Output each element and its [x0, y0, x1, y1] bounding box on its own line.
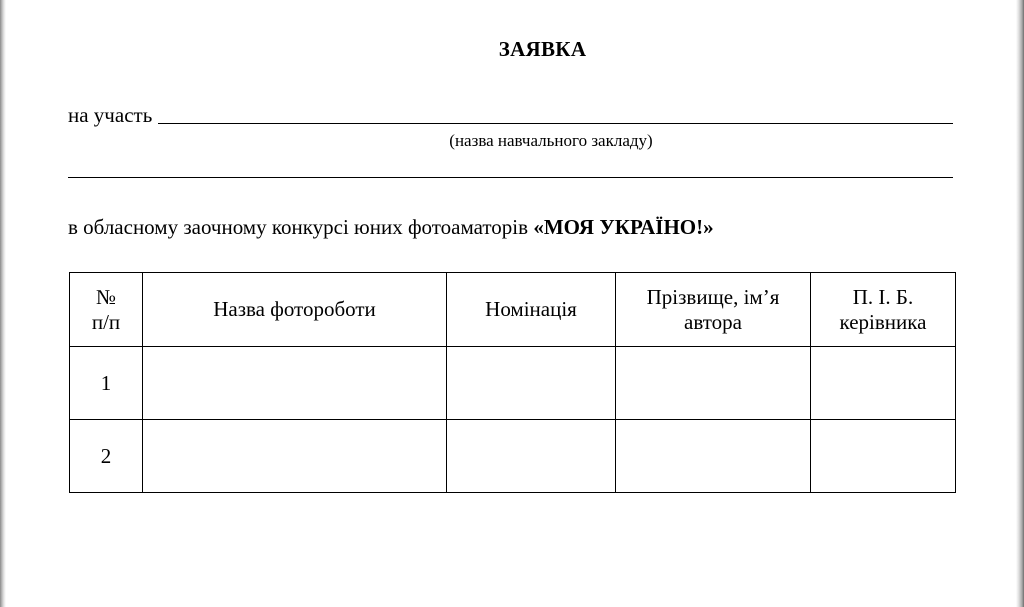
- header-number: [70, 273, 143, 347]
- header-photo-title: Назва фотороботи: [143, 273, 447, 347]
- contest-name: «МОЯ УКРАЇНО!»: [533, 215, 714, 239]
- cell-photo-title[interactable]: [143, 347, 447, 420]
- participation-label: на участь: [68, 103, 153, 127]
- header-author-line1: Прізвище, ім’я: [646, 284, 780, 309]
- cell-nomination[interactable]: [447, 347, 616, 420]
- header-supervisor-line1: П. І. Б.: [852, 284, 914, 309]
- cell-nomination[interactable]: [447, 420, 616, 493]
- row-number: 1: [70, 347, 143, 420]
- cell-supervisor[interactable]: [811, 420, 956, 493]
- institution-name-blank[interactable]: [158, 101, 953, 124]
- contest-sentence: [68, 215, 714, 240]
- institution-name-blank-continued[interactable]: [68, 177, 953, 178]
- table-header-row: [70, 273, 956, 347]
- table-row: [70, 420, 956, 493]
- page-right-edge-shadow: [1016, 0, 1024, 607]
- cell-author[interactable]: [616, 420, 811, 493]
- header-nomination: Номінація: [447, 273, 616, 347]
- header-supervisor: [811, 273, 956, 347]
- participation-line: [68, 100, 953, 126]
- header-number-line2: п/п: [91, 309, 121, 334]
- cell-supervisor[interactable]: [811, 347, 956, 420]
- header-number-line1: №: [95, 284, 117, 309]
- header-author: [616, 273, 811, 347]
- row-number: 2: [70, 420, 143, 493]
- cell-photo-title[interactable]: [143, 420, 447, 493]
- document-title: ЗАЯВКА: [498, 37, 587, 61]
- table-row: [70, 347, 956, 420]
- header-author-line2: автора: [684, 309, 742, 334]
- institution-caption: (назва навчального закладу): [449, 131, 653, 150]
- contest-text: в обласному заочному конкурсі юних фотоаматорів: [68, 215, 529, 239]
- entries-table: [69, 272, 956, 493]
- header-supervisor-line2: керівника: [839, 309, 927, 334]
- cell-author[interactable]: [616, 347, 811, 420]
- page-left-edge-shadow: [0, 0, 6, 607]
